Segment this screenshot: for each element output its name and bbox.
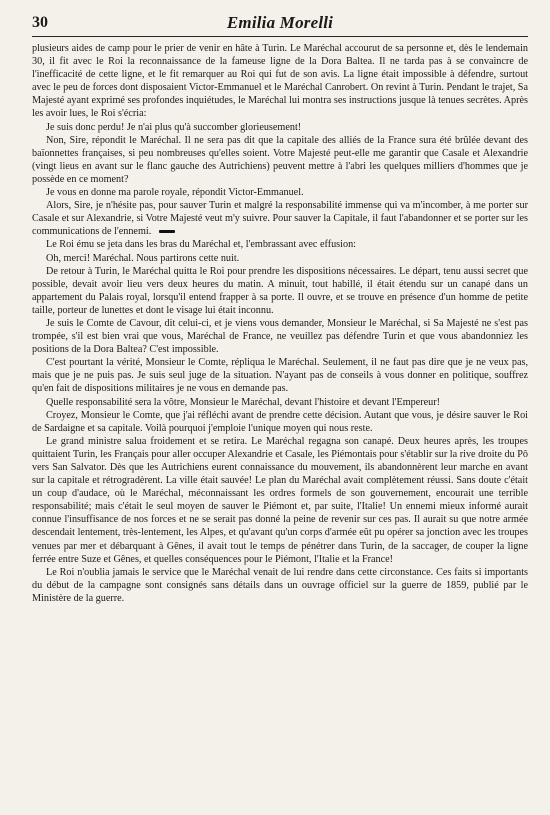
paragraph: plusieurs aides de camp pour le prier de venir en hâte à Turin. Le Maréchal accourut de sa personne et, dès le lendemain 30, il fit avec le Roi la reconnaissance de la fameuse ligne de la Dora Baltea. Il ne tarda pas à se convaincre de l'inefficacité de cette ligne, et le fit remarquer au Roi qui fut de son avis. La ligne était impossible à défendre, surtout avec le peu de forces dont disposaient Victor-Emmanuel et le Maréchal Canrobert. On revint à Turin. Pendant le trajet, Sa Majesté ayant exprimé ses profondes inquiétudes, le Maréchal lui montra ses instructions jusque là tenues secrètes. Après les avoir lues, le Roi s'écria: — [32, 43, 528, 120]
paragraph: Je suis le Comte de Cavour, dit celui-ci, et je viens vous demander, Monsieur le Maréchal, si Sa Majesté ne s'est pas trompée, s'il est bien vrai que vous, Maréchal de France, ne veuillez pas défendre Turin et que vous abandonniez les positions de la Dora Baltea? C'est impossible. — [32, 317, 528, 356]
running-title: Emilia Morelli — [226, 13, 334, 32]
paragraph: C'est pourtant la vérité, Monsieur le Comte, répliqua le Maréchal. Seulement, il ne faut pas dire que je ne veux pas, mais que je ne puis pas. Je suis seul juge de la situation. N'ayant pas de conseils à vous donner en politique, souffrez qu'en fait de dispositions militaires je ne vous en demande pas. — [32, 357, 528, 395]
paragraph: Le grand ministre salua froidement et se retira. Le Maréchal regagna son canapé. Deux heures après, les troupes quittaient Turin, les Français pour aller occuper Alexandrie et Casale, les Piémontais pour s'établir sur la rive droite du Pô vers San Salvator. Dès que les Autrichiens eurent connaissance du mouvement, ils abandonnèrent leur marche en avant sur la capitale et rétrogradèrent. La ville était sauvée! Le plan du Maréchal avait complètement réussi. Sans doute c'était un coup d'audace, où le Maréchal, méconnaissant les ordres formels de son gouvernement, encourait une terrible responsabilité; mais c'était le seul moyen de sauver le Piémont et, par suite, l'Italie! Un ennemi mieux informé aurait connue l'insuffisance de nos forces et ne se serait pas donné la peine de revenir sur ces pas. Il aurait su que notre armée descendait lentement, très-lentement, les Alpes, et qu'avant qu'un corps d'armée eût pu opérer sa jonction avec les troupes venues par mer et débarquant à Gênes, il avait tout le temps de pénétrer dans Turin, de la saccager, de couper la ligne ferrée entre Suze et Gênes, et quelles conséquences pour le Piémont, l'Italie et la France! — [32, 435, 528, 565]
paragraph-text: Alors, Sire, je n'hésite pas, pour sauver Turin et malgré la responsabilité immense qui va m'incomber, à me porter sur Casale et sur Alexandrie, si Votre Majesté veut m'y suivre. Pour sauver la Capitale, il faut l'abandonner et se porter sur les communications de l'ennemi. — [32, 200, 528, 238]
paragraph: Oh, merci! Maréchal. Nous partirons cette nuit. — [46, 252, 240, 264]
page-number: 30 — [32, 14, 48, 31]
paragraph: Croyez, Monsieur le Comte, que j'ai réfléchi avant de prendre cette décision. Autant que vous, je désire sauver le Roi de Sardaigne et sa capitale. Voilà pourquoi j'emploie l'unique moyen qui nous reste. — [32, 409, 528, 434]
paragraph: Le Roi n'oublia jamais le service que le Maréchal venait de lui rendre dans cette circonstance. Ces faits si importants du début de la campagne sont consignés sans détails dans un ouvrage officiel sur la guerre de 1859, publié par le Ministère de la guerre. — [32, 566, 528, 604]
paragraph: Je suis donc perdu! Je n'ai plus qu'à succomber glorieusement! — [46, 121, 302, 133]
paragraph: Le Roi ému se jeta dans les bras du Maréchal et, l'embrassant avec effusion: — [46, 239, 356, 251]
page-header — [32, 12, 528, 37]
paragraph: De retour à Turin, le Maréchal quitta le Roi pour prendre les dispositions nécessaires. Le départ, tenu aussi secret que possible, devait avoir lieu vers deux heures du matin. A minuit, tout habillé, il était étendu sur un canapé dans un appartement du Palais royal, lorsqu'il entend frapper à sa porte. Il ouvre, et se trouve en présence d'un homme de petite taille, porteur de lunettes et dont le visage lui était inconnu. — [32, 265, 528, 316]
paragraph: Quelle responsabilité sera la vôtre, Monsieur le Maréchal, devant l'histoire et devant l'Empereur! — [46, 396, 441, 408]
paragraph: Je vous en donne ma parole royale, répondit Victor-Emmanuel. — [46, 187, 304, 199]
ink-smudge — [159, 230, 175, 233]
paragraph: Non, Sire, répondit le Maréchal. Il ne sera pas dit que la capitale des alliés de la France sura été brûlée devant des baïonnettes françaises, si peu nombreuses qu'elles soient. Votre Majesté peut-elle me garantir que Casale et Alexandrie (vingt lieus en avant sur le flanc gauche des Autrichiens) peuvent mettre à l'abri les quelques milliers d'hommes que je possède en ce moment? — [32, 134, 528, 185]
page-body — [32, 42, 528, 605]
paragraph-with-mark — [32, 199, 528, 238]
